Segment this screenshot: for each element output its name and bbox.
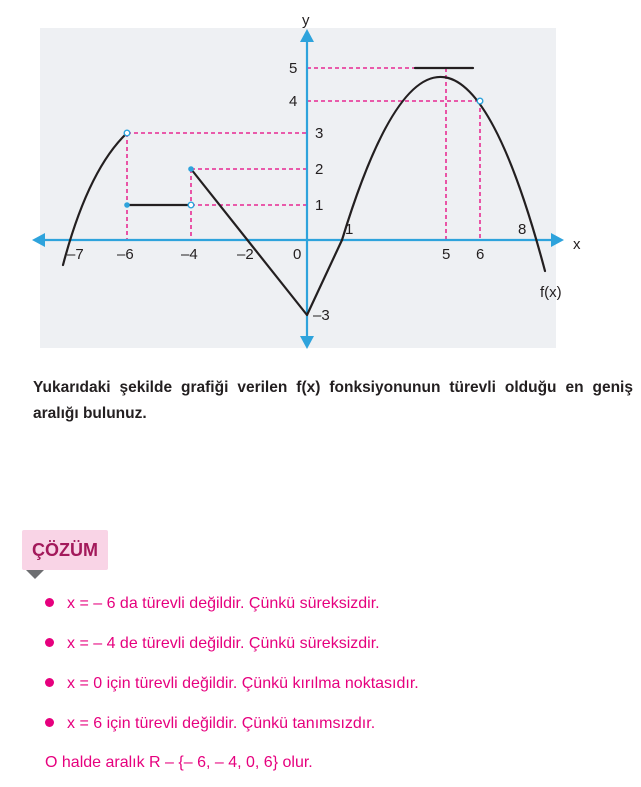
x-tick-label: 8 [518, 221, 527, 238]
x-tick-label: 5 [442, 246, 451, 263]
y-tick-label: 1 [315, 197, 324, 214]
open-point-minus6-3 [124, 130, 130, 136]
x-root-label: 1 [345, 221, 354, 238]
y-axis-label: y [302, 12, 310, 29]
solution-heading: ÇÖZÜM [32, 540, 98, 560]
solution-item-text: x = – 6 da türevli değildir. Çünkü süreksizdir. [67, 595, 380, 612]
bullet-icon [45, 678, 54, 687]
bullet-icon [45, 638, 54, 647]
question-text: Yukarıdaki şekilde grafiği verilen f(x) fonksiyonunun türevli olduğu en geniş aralığı bulunuz. [33, 379, 633, 422]
bullet-icon [45, 718, 54, 727]
graph-background [40, 28, 556, 348]
function-graph [0, 0, 641, 350]
graph-svg [0, 0, 641, 350]
x-tick-label: –7 [67, 246, 84, 263]
x-tick-label: –2 [237, 246, 254, 263]
x-tick-label: –4 [181, 246, 198, 263]
origin-label: 0 [293, 246, 302, 263]
x-axis-arrow-right [551, 233, 564, 247]
solution-pointer-icon [26, 570, 44, 579]
open-point-6-4 [477, 98, 483, 104]
x-axis-arrow-left [32, 233, 45, 247]
solution-heading-box [22, 530, 108, 570]
solution-item-text: x = – 4 de türevli değildir. Çünkü süreksizdir. [67, 635, 380, 652]
bullet-icon [45, 598, 54, 607]
function-label: f(x) [540, 284, 562, 301]
y-tick-label: 4 [289, 93, 298, 110]
y-tick-label: 2 [315, 161, 324, 178]
closed-point-minus6-1 [124, 202, 130, 208]
closed-point-minus4-2 [188, 166, 194, 172]
y-tick-label: 5 [289, 60, 298, 77]
solution-item-text: x = 6 için türevli değildir. Çünkü tanımsızdır. [67, 715, 376, 732]
solution-item [45, 593, 380, 615]
y-tick-label: 3 [315, 125, 324, 142]
y-min-label: –3 [313, 307, 330, 324]
x-tick-label: –6 [117, 246, 134, 263]
solution-item-text: x = 0 için türevli değildir. Çünkü kırılma noktasıdır. [67, 675, 419, 692]
solution-item [45, 673, 419, 695]
x-axis-label: x [573, 236, 581, 253]
solution-item [45, 633, 380, 655]
solution-item [45, 713, 375, 735]
solution-conclusion: O halde aralık R – {– 6, – 4, 0, 6} olur. [45, 754, 313, 771]
open-point-minus4-1 [188, 202, 194, 208]
x-tick-label: 6 [476, 246, 485, 263]
